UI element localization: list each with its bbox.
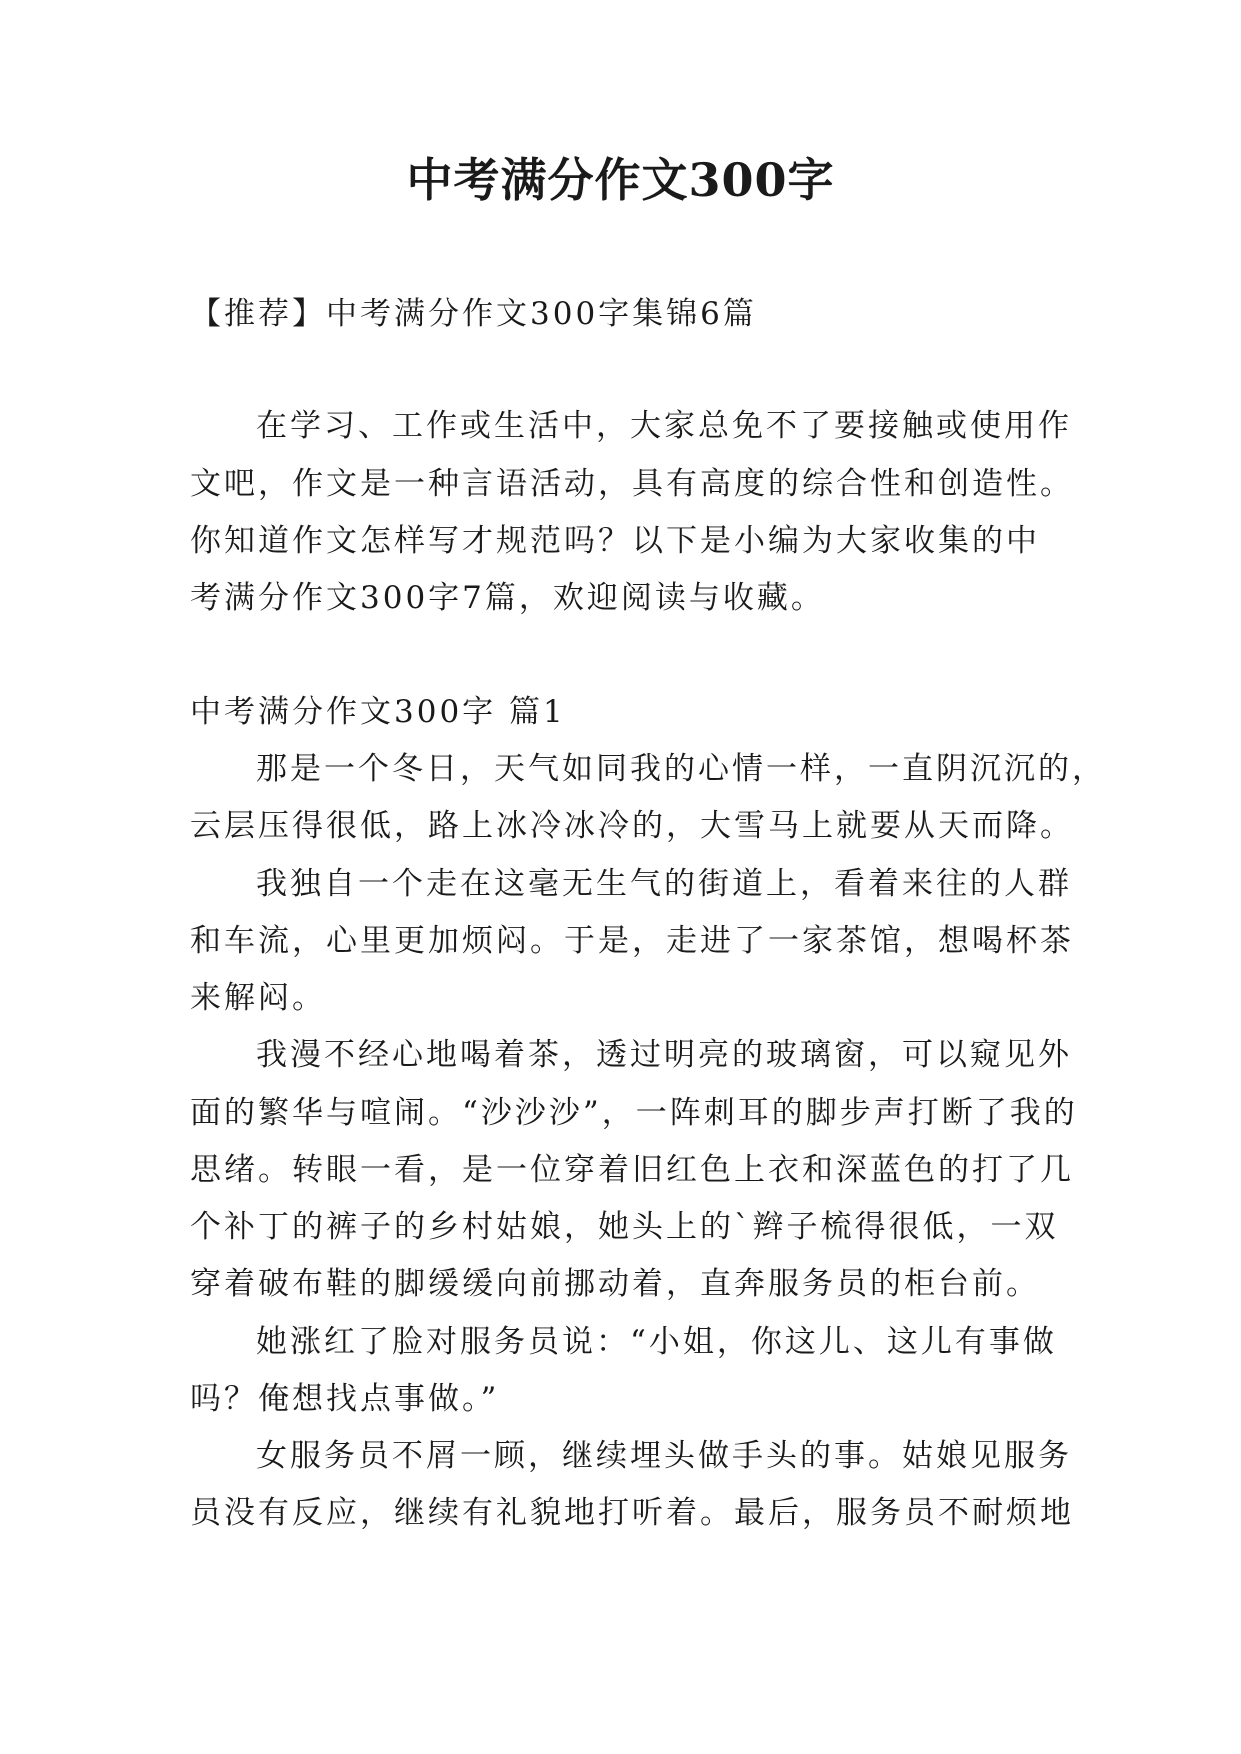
body-line: 我独自一个走在这毫无生气的街道上，看着来往的人群 bbox=[256, 866, 1072, 902]
intro-line: 你知道作文怎样写才规范吗？以下是小编为大家收集的中 bbox=[190, 523, 1040, 559]
intro-line: 在学习、工作或生活中，大家总免不了要接触或使用作 bbox=[256, 408, 1072, 444]
document-subtitle: 【推荐】中考满分作文300字集锦6篇 bbox=[190, 296, 757, 332]
body-line: 穿着破布鞋的脚缓缓向前挪动着，直奔服务员的柜台前。 bbox=[190, 1266, 1040, 1302]
document-title: 中考满分作文300字 bbox=[406, 153, 835, 207]
body-line: 那是一个冬日，天气如同我的心情一样，一直阴沉沉的， bbox=[256, 751, 1106, 787]
body-line: 个补丁的裤子的乡村姑娘，她头上的`辫子梳得很低，一双 bbox=[190, 1209, 1059, 1245]
body-line: 我漫不经心地喝着茶，透过明亮的玻璃窗，可以窥见外 bbox=[256, 1037, 1072, 1073]
intro-line: 考满分作文300字7篇，欢迎阅读与收藏。 bbox=[190, 580, 825, 616]
body-line: 和车流，心里更加烦闷。于是，走进了一家茶馆，想喝杯茶 bbox=[190, 923, 1074, 959]
body-line: 吗？俺想找点事做。” bbox=[190, 1381, 500, 1417]
section-heading: 中考满分作文300字 篇1 bbox=[190, 694, 566, 730]
body-line: 云层压得很低，路上冰冷冰冷的，大雪马上就要从天而降。 bbox=[190, 808, 1074, 844]
body-line: 面的繁华与喧闹。“沙沙沙”，一阵刺耳的脚步声打断了我的 bbox=[190, 1095, 1078, 1131]
body-line: 来解闷。 bbox=[190, 980, 326, 1016]
intro-line: 文吧，作文是一种言语活动，具有高度的综合性和创造性。 bbox=[190, 466, 1074, 502]
body-line: 她涨红了脸对服务员说：“小姐，你这儿、这儿有事做 bbox=[256, 1324, 1057, 1360]
body-line: 女服务员不屑一顾，继续埋头做手头的事。姑娘见服务 bbox=[256, 1438, 1072, 1474]
body-line: 员没有反应，继续有礼貌地打听着。最后，服务员不耐烦地 bbox=[190, 1495, 1074, 1531]
body-line: 思绪。转眼一看，是一位穿着旧红色上衣和深蓝色的打了几 bbox=[190, 1152, 1074, 1188]
